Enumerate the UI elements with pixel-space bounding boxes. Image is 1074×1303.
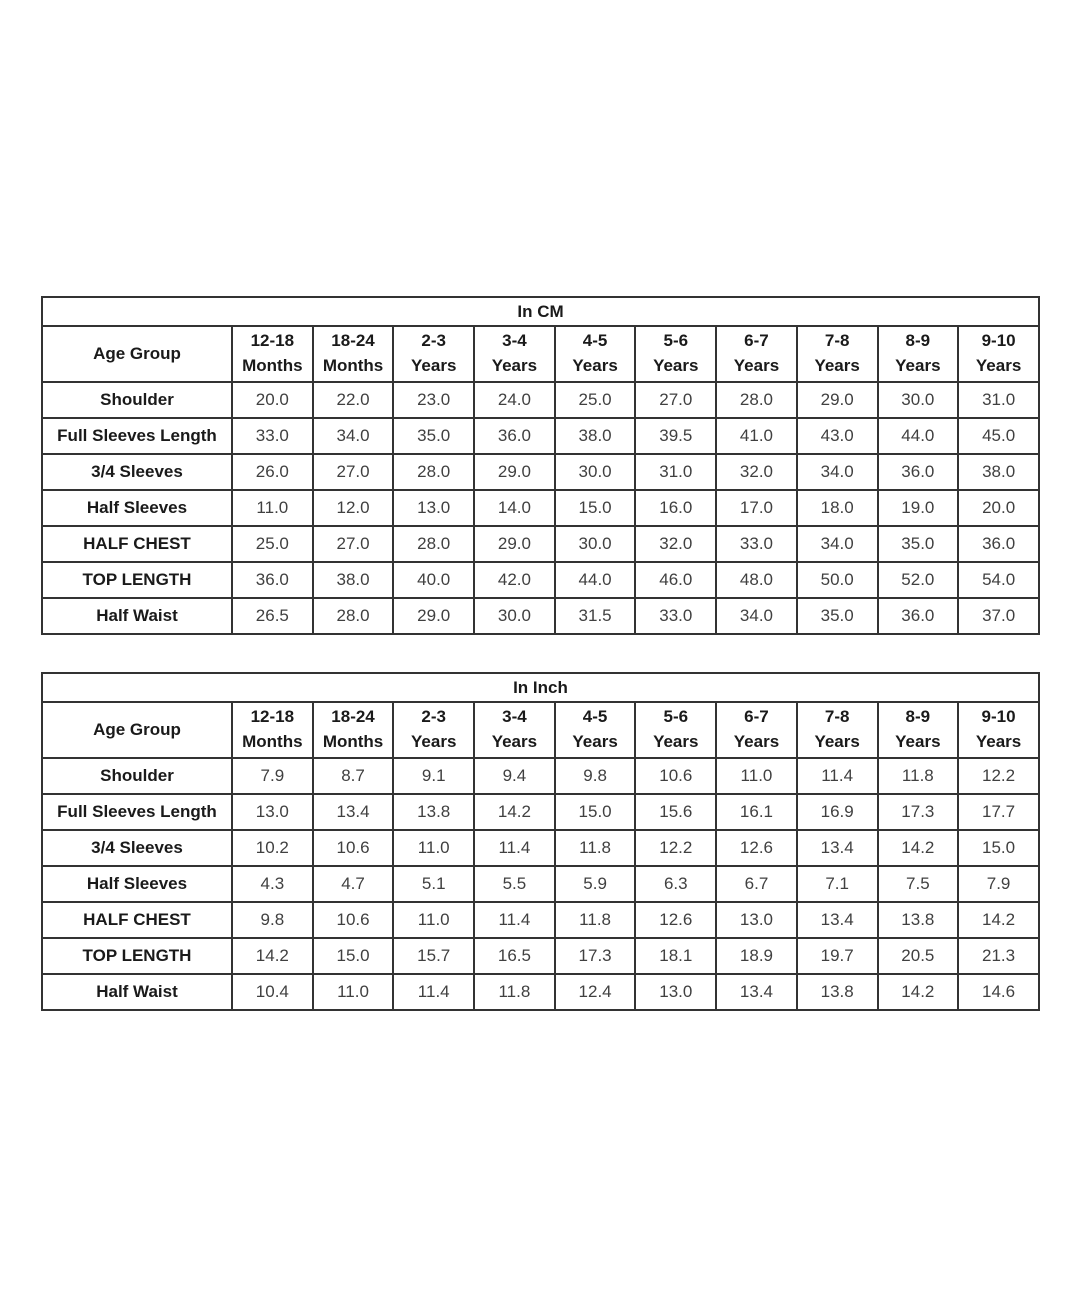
- table-cell: 12.2: [958, 758, 1039, 794]
- table-cell: 28.0: [393, 454, 474, 490]
- age-column-header-line: 2-3: [421, 331, 446, 351]
- age-column-header: [232, 702, 313, 758]
- table-cell: 15.0: [313, 938, 394, 974]
- table-row: [42, 974, 1039, 1010]
- age-column-header-line: Years: [653, 356, 699, 375]
- age-column-header-line: 18-24: [331, 331, 375, 351]
- table-cell: 50.0: [797, 562, 878, 598]
- row-label: Half Sleeves: [42, 490, 232, 526]
- age-column-header: [635, 326, 716, 382]
- table-cell: 29.0: [474, 454, 555, 490]
- age-column-header-line: 7-8: [824, 707, 850, 727]
- age-column-header: [797, 702, 878, 758]
- age-column-header-line: 8-9: [905, 707, 931, 727]
- table-cell: 9.4: [474, 758, 555, 794]
- table-cell: 17.0: [716, 490, 797, 526]
- age-column-header-line: 3-4: [502, 331, 527, 351]
- age-column-header-line: 18-24: [331, 707, 375, 727]
- age-column-header-line: 12-18: [250, 707, 295, 727]
- table-cell: 38.0: [555, 418, 636, 454]
- table-cell: 14.2: [232, 938, 313, 974]
- table-row: [42, 938, 1039, 974]
- table-cell: 17.3: [878, 794, 959, 830]
- table-cell: 10.2: [232, 830, 313, 866]
- age-column-header-line: Months: [322, 356, 384, 375]
- table-cell: 21.3: [958, 938, 1039, 974]
- table-cell: 4.7: [313, 866, 394, 902]
- table-cell: 10.6: [313, 830, 394, 866]
- table-cell: 33.0: [716, 526, 797, 562]
- age-column-header-line: Years: [814, 732, 860, 751]
- age-column-header-line: 6-7: [744, 331, 769, 351]
- table-cell: 24.0: [474, 382, 555, 418]
- table-cell: 25.0: [555, 382, 636, 418]
- table-row: [42, 382, 1039, 418]
- table-cell: 27.0: [313, 454, 394, 490]
- age-column-header-line: Years: [733, 732, 780, 751]
- table-cell: 13.4: [313, 794, 394, 830]
- age-column-header-line: Months: [322, 732, 384, 751]
- table-cell: 9.8: [232, 902, 313, 938]
- age-column-header: [958, 326, 1039, 382]
- table-cell: 39.5: [635, 418, 716, 454]
- age-column-header: [313, 702, 394, 758]
- table-cell: 44.0: [555, 562, 636, 598]
- age-column-header: [878, 326, 959, 382]
- size-table-inch: [41, 672, 1040, 1011]
- table-cell: 44.0: [878, 418, 959, 454]
- row-label: 3/4 Sleeves: [42, 454, 232, 490]
- age-column-header-line: 9-10: [981, 707, 1016, 727]
- row-label: HALF CHEST: [42, 526, 232, 562]
- table-cell: 11.0: [313, 974, 394, 1010]
- table-cell: 27.0: [313, 526, 394, 562]
- table-cell: 11.4: [474, 902, 555, 938]
- age-column-header: [958, 702, 1039, 758]
- age-column-header: [878, 702, 959, 758]
- table-cell: 13.0: [635, 974, 716, 1010]
- table-row: [42, 794, 1039, 830]
- table-cell: 23.0: [393, 382, 474, 418]
- age-column-header-line: 5-6: [663, 707, 689, 727]
- table-cell: 30.0: [555, 454, 636, 490]
- table-cell: 12.6: [635, 902, 716, 938]
- table-cell: 34.0: [313, 418, 394, 454]
- table-cell: 29.0: [474, 526, 555, 562]
- table-cell: 33.0: [232, 418, 313, 454]
- table-cell: 11.0: [393, 830, 474, 866]
- table-cell: 32.0: [716, 454, 797, 490]
- table-cell: 28.0: [716, 382, 797, 418]
- table-cell: 7.5: [878, 866, 959, 902]
- table-row: [42, 418, 1039, 454]
- table-cell: 36.0: [878, 598, 959, 634]
- table-cell: 20.0: [958, 490, 1039, 526]
- table-cell: 14.2: [878, 974, 959, 1010]
- table-cell: 5.9: [555, 866, 636, 902]
- table-cell: 18.9: [716, 938, 797, 974]
- age-column-header-line: Years: [572, 732, 618, 751]
- age-column-header-line: Months: [242, 356, 303, 375]
- table-cell: 12.0: [313, 490, 394, 526]
- table-cell: 11.8: [555, 902, 636, 938]
- table-cell: 26.5: [232, 598, 313, 634]
- table-cell: 13.8: [797, 974, 878, 1010]
- table-cell: 18.0: [797, 490, 878, 526]
- table-cell: 38.0: [313, 562, 394, 598]
- table-cell: 9.8: [555, 758, 636, 794]
- age-column-header: [797, 326, 878, 382]
- table-cell: 16.0: [635, 490, 716, 526]
- age-column-header: [635, 702, 716, 758]
- table-cell: 10.6: [313, 902, 394, 938]
- table-cell: 11.0: [393, 902, 474, 938]
- table-cell: 13.8: [393, 794, 474, 830]
- table-cell: 10.4: [232, 974, 313, 1010]
- age-column-header: [313, 326, 394, 382]
- age-column-header: [716, 326, 797, 382]
- age-column-header: [716, 702, 797, 758]
- table-cell: 29.0: [393, 598, 474, 634]
- table-cell: 38.0: [958, 454, 1039, 490]
- table-cell: 34.0: [716, 598, 797, 634]
- table-cell: 10.6: [635, 758, 716, 794]
- table-cell: 9.1: [393, 758, 474, 794]
- table-cell: 20.0: [232, 382, 313, 418]
- table-cell: 29.0: [797, 382, 878, 418]
- table-cell: 43.0: [797, 418, 878, 454]
- table-cell: 30.0: [555, 526, 636, 562]
- age-column-header: [474, 326, 555, 382]
- table-cell: 15.0: [555, 490, 636, 526]
- age-column-header-line: Years: [895, 356, 941, 375]
- table-cell: 26.0: [232, 454, 313, 490]
- row-label: Full Sleeves Length: [42, 418, 232, 454]
- table-cell: 22.0: [313, 382, 394, 418]
- age-column-header-line: 12-18: [250, 331, 295, 351]
- table-cell: 5.5: [474, 866, 555, 902]
- age-column-header-line: Years: [975, 356, 1022, 375]
- age-column-header-line: 4-5: [582, 331, 608, 351]
- table-cell: 19.7: [797, 938, 878, 974]
- table-cell: 37.0: [958, 598, 1039, 634]
- table-cell: 12.2: [635, 830, 716, 866]
- table-cell: 11.4: [474, 830, 555, 866]
- table-cell: 34.0: [797, 454, 878, 490]
- age-column-header: [393, 702, 474, 758]
- row-label: Shoulder: [42, 758, 232, 794]
- table-title: In Inch: [42, 673, 1039, 702]
- age-column-header: [555, 326, 636, 382]
- table-cell: 16.1: [716, 794, 797, 830]
- table-row: [42, 454, 1039, 490]
- table-cell: 48.0: [716, 562, 797, 598]
- table-row: [42, 598, 1039, 634]
- table-cell: 4.3: [232, 866, 313, 902]
- table-cell: 11.4: [393, 974, 474, 1010]
- table-cell: 15.0: [555, 794, 636, 830]
- table-title: In CM: [42, 297, 1039, 326]
- table-cell: 11.8: [555, 830, 636, 866]
- table-cell: 11.8: [878, 758, 959, 794]
- age-group-corner-header: Age Group: [42, 702, 232, 758]
- table-row: [42, 758, 1039, 794]
- age-column-header-line: Years: [411, 732, 457, 751]
- row-label: Full Sleeves Length: [42, 794, 232, 830]
- age-column-header-line: Years: [895, 732, 941, 751]
- table-cell: 13.0: [393, 490, 474, 526]
- table-cell: 31.0: [958, 382, 1039, 418]
- table-cell: 28.0: [313, 598, 394, 634]
- table-cell: 15.0: [958, 830, 1039, 866]
- table-cell: 40.0: [393, 562, 474, 598]
- table-row: [42, 526, 1039, 562]
- age-column-header-line: 2-3: [421, 707, 446, 727]
- age-column-header: [393, 326, 474, 382]
- table-cell: 45.0: [958, 418, 1039, 454]
- table-cell: 28.0: [393, 526, 474, 562]
- table-cell: 12.6: [716, 830, 797, 866]
- age-column-header: [555, 702, 636, 758]
- age-column-header-line: 6-7: [744, 707, 769, 727]
- table-cell: 6.7: [716, 866, 797, 902]
- age-column-header-line: Years: [491, 732, 538, 751]
- age-column-header-line: Years: [814, 356, 860, 375]
- age-column-header-line: Years: [975, 732, 1022, 751]
- age-column-header-line: 7-8: [824, 331, 850, 351]
- table-cell: 52.0: [878, 562, 959, 598]
- table-row: [42, 490, 1039, 526]
- table-cell: 15.7: [393, 938, 474, 974]
- table-cell: 13.8: [878, 902, 959, 938]
- table-row: [42, 866, 1039, 902]
- table-cell: 54.0: [958, 562, 1039, 598]
- table-cell: 36.0: [232, 562, 313, 598]
- size-table-cm: [41, 296, 1040, 635]
- table-cell: 30.0: [474, 598, 555, 634]
- table-cell: 16.5: [474, 938, 555, 974]
- table-cell: 14.2: [474, 794, 555, 830]
- table-cell: 36.0: [878, 454, 959, 490]
- age-column-header-line: Years: [411, 356, 457, 375]
- age-column-header-line: 4-5: [582, 707, 608, 727]
- table-cell: 20.5: [878, 938, 959, 974]
- table-cell: 30.0: [878, 382, 959, 418]
- table-cell: 11.4: [797, 758, 878, 794]
- table-cell: 8.7: [313, 758, 394, 794]
- row-label: TOP LENGTH: [42, 938, 232, 974]
- age-column-header: [232, 326, 313, 382]
- age-group-corner-header: Age Group: [42, 326, 232, 382]
- table-cell: 5.1: [393, 866, 474, 902]
- age-column-header-line: Years: [653, 732, 699, 751]
- age-column-header-line: Years: [733, 356, 780, 375]
- table-cell: 42.0: [474, 562, 555, 598]
- table-cell: 19.0: [878, 490, 959, 526]
- table-cell: 46.0: [635, 562, 716, 598]
- age-column-header-line: Years: [491, 356, 538, 375]
- table-cell: 13.0: [232, 794, 313, 830]
- table-cell: 15.6: [635, 794, 716, 830]
- table-cell: 14.6: [958, 974, 1039, 1010]
- table-cell: 34.0: [797, 526, 878, 562]
- row-label: Half Sleeves: [42, 866, 232, 902]
- table-row: [42, 562, 1039, 598]
- table-cell: 11.0: [232, 490, 313, 526]
- table-cell: 11.0: [716, 758, 797, 794]
- table-cell: 36.0: [474, 418, 555, 454]
- table-row: [42, 902, 1039, 938]
- age-column-header-line: 8-9: [905, 331, 931, 351]
- table-cell: 41.0: [716, 418, 797, 454]
- table-cell: 25.0: [232, 526, 313, 562]
- table-cell: 17.7: [958, 794, 1039, 830]
- table-cell: 18.1: [635, 938, 716, 974]
- age-column-header-line: Years: [572, 356, 618, 375]
- row-label: TOP LENGTH: [42, 562, 232, 598]
- row-label: Half Waist: [42, 598, 232, 634]
- row-label: Shoulder: [42, 382, 232, 418]
- table-cell: 13.4: [797, 902, 878, 938]
- table-cell: 6.3: [635, 866, 716, 902]
- table-cell: 13.4: [797, 830, 878, 866]
- row-label: Half Waist: [42, 974, 232, 1010]
- row-label: 3/4 Sleeves: [42, 830, 232, 866]
- age-column-header-line: Months: [242, 732, 303, 751]
- age-column-header-line: 9-10: [981, 331, 1016, 351]
- table-cell: 35.0: [878, 526, 959, 562]
- table-cell: 35.0: [797, 598, 878, 634]
- table-cell: 11.8: [474, 974, 555, 1010]
- age-column-header: [474, 702, 555, 758]
- table-cell: 7.1: [797, 866, 878, 902]
- table-cell: 27.0: [635, 382, 716, 418]
- age-column-header-line: 3-4: [502, 707, 527, 727]
- table-cell: 13.0: [716, 902, 797, 938]
- table-cell: 7.9: [232, 758, 313, 794]
- table-cell: 14.2: [958, 902, 1039, 938]
- table-cell: 31.5: [555, 598, 636, 634]
- table-cell: 36.0: [958, 526, 1039, 562]
- row-label: HALF CHEST: [42, 902, 232, 938]
- table-cell: 31.0: [635, 454, 716, 490]
- table-cell: 7.9: [958, 866, 1039, 902]
- table-cell: 12.4: [555, 974, 636, 1010]
- table-cell: 35.0: [393, 418, 474, 454]
- table-cell: 17.3: [555, 938, 636, 974]
- age-column-header-line: 5-6: [663, 331, 689, 351]
- table-cell: 14.0: [474, 490, 555, 526]
- table-cell: 33.0: [635, 598, 716, 634]
- table-cell: 13.4: [716, 974, 797, 1010]
- table-row: [42, 830, 1039, 866]
- table-cell: 16.9: [797, 794, 878, 830]
- table-cell: 14.2: [878, 830, 959, 866]
- table-cell: 32.0: [635, 526, 716, 562]
